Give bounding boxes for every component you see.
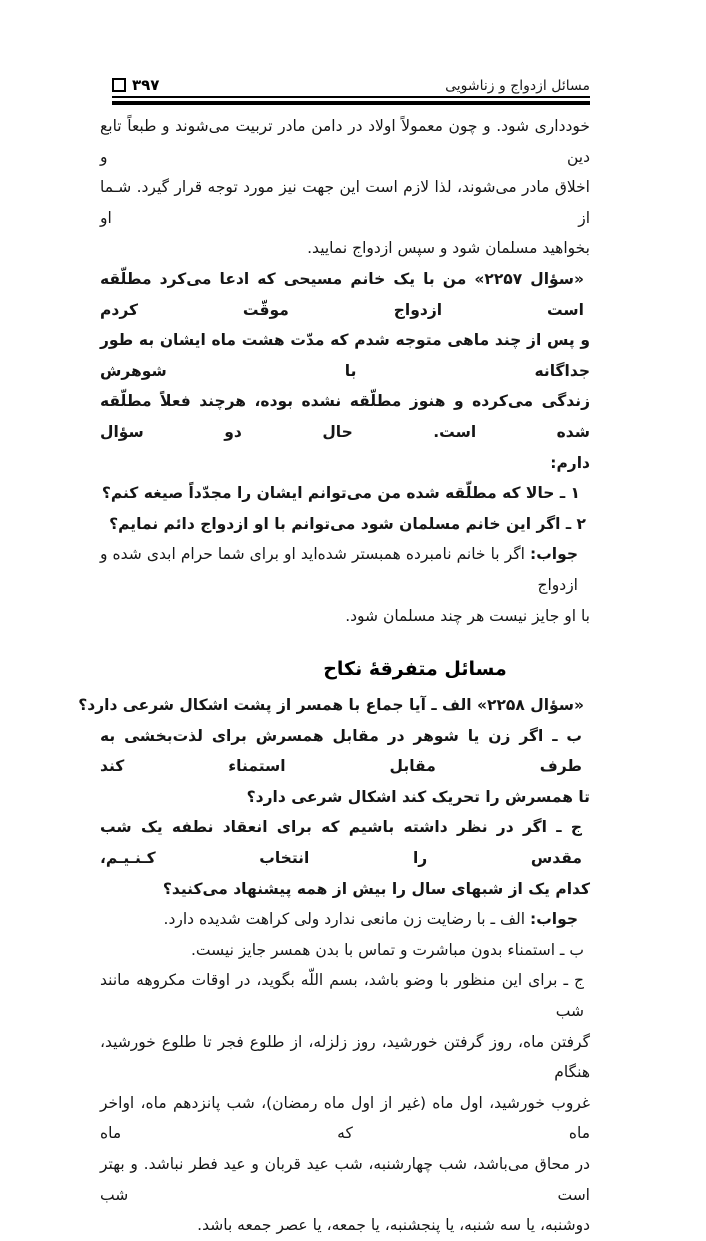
text-line: ب ـ اگر زن یا شوهر در مقابل همسرش برای لذت‌بخشی به طرف مقابل استمناء کند: [100, 726, 582, 776]
text-line: در محاق می‌باشد، شب چهارشنبه، شب عید قربان و عید فطر نباشد. و بهتر است شب: [100, 1155, 590, 1204]
text-line: ج ـ اگر در نظر داشته باشیم که برای انعقاد نطفه یک شب مقدس را انتخاب کـنـیـم،: [100, 818, 582, 868]
text-line: تا همسرش را تحریک کند اشکال شرعی دارد؟: [246, 787, 590, 806]
text-line: بخواهید مسلمان شود و سپس ازدواج نمایید.: [307, 239, 590, 258]
text-line: گرفتن ماه، روز گرفتن خورشید، روز زلزله، از طلوع فجر تا طلوع خورشید، هنگام: [100, 1032, 590, 1082]
text-line: ج ـ برای این منظور با وضو باشد، بسم اللّه بگوید، در اوقات مکروهه مانند شب: [100, 971, 584, 1021]
answer-label: جواب:: [530, 545, 578, 564]
page-number: ۳۹۷: [132, 76, 160, 94]
header-rule-thin: [112, 96, 590, 98]
text-line: ب ـ استمناء بدون مباشرت و تماس با بدن همسر جایز نیست.: [190, 940, 584, 959]
section-heading: مسائل متفرقهٔ نکاح: [323, 658, 507, 681]
text-line: جواب: الف ـ با رضایت زن مانعی ندارد ولی کراهت شدیده دارد.: [163, 910, 578, 929]
text-line: و پس از چند ماهی متوجه شدم که مدّت هشت ماه ایشان به طور جداگانه با شوهرش: [100, 331, 590, 380]
answer-label: جواب:: [530, 910, 578, 929]
text-line: دوشنبه، یا سه شنبه، یا پنجشنبه، یا جمعه، یا عصر جمعه باشد.: [197, 1216, 590, 1235]
text-line: دارم:: [550, 453, 590, 472]
text-line: اخلاق مادر می‌شوند، لذا لازم است این جهت نیز مورد توجه قرار گیرد. شـما از او: [100, 178, 590, 227]
running-title: مسائل ازدواج و زناشویی: [445, 78, 590, 94]
page-header: [112, 66, 590, 94]
square-outline-icon: [112, 78, 126, 92]
page-number-block: [112, 76, 159, 94]
text-line: کدام یک از شبهای سال را بیش از همه پیشنهاد می‌کنید؟: [162, 879, 590, 898]
text-line: خودداری شود. و چون معمولاً اولاد در دامن مادر تربیت می‌شوند و طبعاً تابع دین و: [100, 117, 590, 166]
text-line: «سؤال ۲۲۵۸» الف ـ آیا جماع با همسر از پشت اشکال شرعی دارد؟: [78, 696, 584, 715]
text-line: جواب: اگر با خانم نامبرده همبستر شده‌اید او برای شما حرام ابدی شده و ازدواج: [100, 545, 578, 594]
text-line: ۲ ـ اگر این خانم مسلمان شود می‌توانم با او ازدواج دائم نمایم؟: [109, 514, 586, 533]
text-line: «سؤال ۲۲۵۷» من با یک خانم مسیحی که ادعا می‌کرد مطلّقه است ازدواج موقّت کردم: [100, 269, 584, 319]
header-rule-thick: [112, 101, 590, 105]
text-line: غروب خورشید، اول ماه (غیر از اول ماه رمضان)، شب پانزدهم ماه، اواخر ماه که ماه: [100, 1093, 590, 1143]
page-body: [78, 111, 590, 1241]
text-line: زندگی می‌کرده و هنوز مطلّقه نشده بوده، هرچند فعلاً مطلّقه شده است. حال دو سؤال: [100, 392, 590, 441]
text-line: با او جایز نیست هر چند مسلمان شود.: [345, 606, 590, 625]
text-line: ۱ ـ حالا که مطلّقه شده من می‌توانم ایشان را مجدّداً صیغه کنم؟: [101, 484, 580, 503]
